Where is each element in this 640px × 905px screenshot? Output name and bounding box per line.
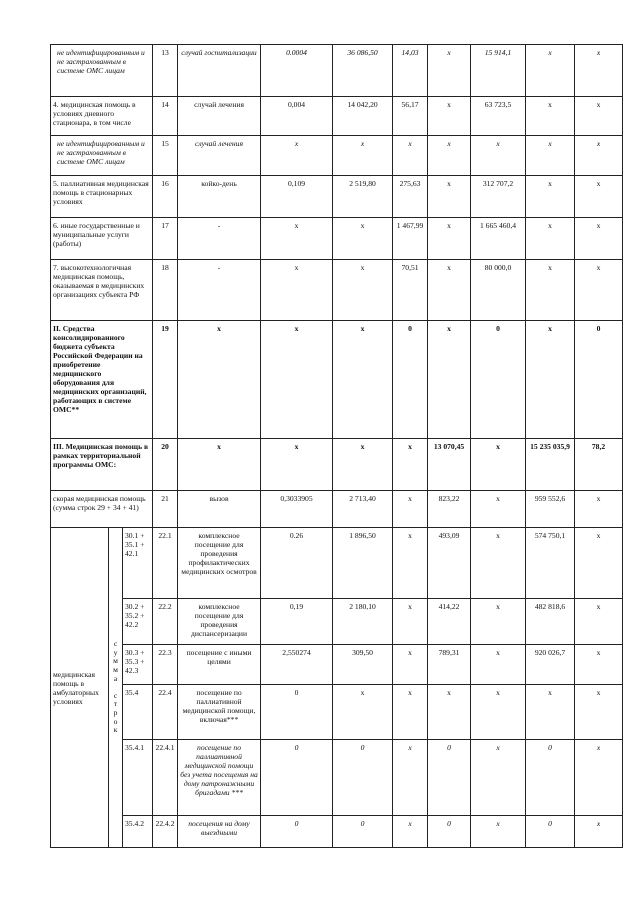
vertical-letter: у: [113, 647, 118, 657]
value-cell: x: [261, 439, 333, 491]
row-unit: вызов: [178, 491, 261, 528]
row-unit: посещение по паллиативной медицинской помощи без учета посещения на дому патронажными бригадами ***: [178, 740, 261, 816]
row-number: 20: [153, 439, 178, 491]
vertical-letter: к: [113, 725, 118, 735]
value-cell: 0: [428, 740, 471, 816]
row-unit: комплексное посещение для проведения профилактических медицинских осмотров: [178, 528, 261, 599]
row-unit: случай лечения: [178, 97, 261, 136]
ambulatory-label: медицинская помощь в амбулаторных условиях: [51, 528, 109, 848]
value-cell: 0.0004: [261, 45, 333, 97]
table-row: [51, 97, 623, 136]
value-cell: 0,004: [261, 97, 333, 136]
value-cell: 1 896,50: [333, 528, 393, 599]
value-cell: 2,550274: [261, 645, 333, 685]
value-cell: x: [526, 321, 575, 439]
value-cell: x: [428, 321, 471, 439]
value-cell: x: [471, 645, 526, 685]
row-name: 4. медицинская помощь в условиях дневного стационара, в том числе: [51, 97, 153, 136]
value-cell: 2 713,40: [333, 491, 393, 528]
value-cell: 0: [526, 740, 575, 816]
value-cell: x: [526, 176, 575, 218]
value-cell: 13 070,45: [428, 439, 471, 491]
value-cell: 78,2: [575, 439, 623, 491]
row-number: 13: [153, 45, 178, 97]
value-cell: 1 665 460,4: [471, 218, 526, 260]
row-unit: x: [178, 321, 261, 439]
row-number: 22.4.2: [153, 816, 178, 848]
value-cell: x: [428, 218, 471, 260]
value-cell: 70,51: [393, 260, 428, 321]
value-cell: x: [393, 645, 428, 685]
value-cell: x: [471, 685, 526, 740]
value-cell: 63 723,5: [471, 97, 526, 136]
value-cell: 823,22: [428, 491, 471, 528]
value-cell: x: [393, 136, 428, 176]
value-cell: 56,17: [393, 97, 428, 136]
value-cell: x: [333, 685, 393, 740]
value-cell: x: [471, 491, 526, 528]
value-cell: 959 552,6: [526, 491, 575, 528]
value-cell: x: [575, 97, 623, 136]
vertical-letter: с: [113, 639, 118, 649]
vertical-letter: м: [113, 665, 118, 675]
value-cell: x: [393, 528, 428, 599]
value-cell: x: [333, 439, 393, 491]
row-name: скорая медицинская помощь (сумма строк 29 + 34 + 41): [51, 491, 153, 528]
value-cell: x: [471, 740, 526, 816]
value-cell: 789,31: [428, 645, 471, 685]
value-cell: x: [428, 176, 471, 218]
table-row: [51, 260, 623, 321]
row-reference: 30.2 + 35.2 + 42.2: [123, 599, 153, 645]
value-cell: x: [428, 97, 471, 136]
value-cell: x: [526, 260, 575, 321]
table-row: [51, 599, 623, 645]
table-row: [51, 491, 623, 528]
row-unit: посещение с иными целями: [178, 645, 261, 685]
row-number: 21: [153, 491, 178, 528]
value-cell: 0: [261, 816, 333, 848]
table-row: [51, 528, 623, 599]
value-cell: 0: [261, 740, 333, 816]
value-cell: x: [428, 136, 471, 176]
row-name: II. Средства консолидированного бюджета субъекта Российской Федерации на приобретение медицинского оборудования для медицинских организаций, работающих в системе ОМС**: [51, 321, 153, 439]
value-cell: x: [575, 491, 623, 528]
finance-table: [50, 44, 623, 848]
value-cell: x: [333, 260, 393, 321]
table-row: [51, 439, 623, 491]
table-row: [51, 645, 623, 685]
row-reference: 30.1 + 35.1 + 42.1: [123, 528, 153, 599]
value-cell: 482 818,6: [526, 599, 575, 645]
row-reference: 35.4: [123, 685, 153, 740]
document-page: [50, 44, 623, 848]
value-cell: 309,50: [333, 645, 393, 685]
value-cell: x: [393, 439, 428, 491]
value-cell: 15 914,1: [471, 45, 526, 97]
value-cell: x: [333, 218, 393, 260]
vertical-letter: м: [113, 656, 118, 666]
row-reference: 30.3 + 35.3 + 42.3: [123, 645, 153, 685]
row-unit: посещения на дому выездными: [178, 816, 261, 848]
row-unit: случай госпитализации: [178, 45, 261, 97]
value-cell: 0: [428, 816, 471, 848]
value-cell: x: [333, 136, 393, 176]
row-number: 18: [153, 260, 178, 321]
row-number: 22.4.1: [153, 740, 178, 816]
value-cell: 36 086,50: [333, 45, 393, 97]
vertical-letter: а: [113, 673, 118, 683]
value-cell: x: [428, 45, 471, 97]
value-cell: 0: [575, 321, 623, 439]
row-name: 6. иные государственные и муниципальные услуги (работы): [51, 218, 153, 260]
value-cell: x: [471, 528, 526, 599]
value-cell: x: [393, 599, 428, 645]
value-cell: x: [575, 218, 623, 260]
value-cell: 0: [526, 816, 575, 848]
value-cell: 80 000,0: [471, 260, 526, 321]
row-name: не идентифицированным и не застрахованным в системе ОМС лицам: [51, 45, 153, 97]
row-unit: -: [178, 260, 261, 321]
value-cell: 1 467,99: [393, 218, 428, 260]
value-cell: 14,03: [393, 45, 428, 97]
value-cell: x: [393, 685, 428, 740]
value-cell: x: [575, 816, 623, 848]
value-cell: x: [526, 218, 575, 260]
value-cell: x: [575, 740, 623, 816]
value-cell: x: [428, 260, 471, 321]
value-cell: x: [261, 260, 333, 321]
vertical-sum-label: [109, 528, 123, 848]
value-cell: 0: [333, 816, 393, 848]
value-cell: x: [471, 439, 526, 491]
value-cell: 0: [471, 321, 526, 439]
value-cell: x: [526, 136, 575, 176]
value-cell: x: [575, 528, 623, 599]
value-cell: x: [575, 260, 623, 321]
row-unit: x: [178, 439, 261, 491]
table-row: [51, 176, 623, 218]
row-number: 22.1: [153, 528, 178, 599]
value-cell: x: [575, 599, 623, 645]
row-number: 14: [153, 97, 178, 136]
vertical-letter: о: [113, 716, 118, 726]
value-cell: 2 180,10: [333, 599, 393, 645]
table-row: [51, 816, 623, 848]
row-name: III. Медицинская помощь в рамках территориальной программы ОМС:: [51, 439, 153, 491]
value-cell: x: [526, 45, 575, 97]
value-cell: x: [261, 136, 333, 176]
vertical-letter: с: [113, 690, 118, 700]
row-number: 19: [153, 321, 178, 439]
value-cell: x: [575, 136, 623, 176]
table-row: [51, 685, 623, 740]
value-cell: 574 750,1: [526, 528, 575, 599]
row-number: 22.2: [153, 599, 178, 645]
row-reference: 35.4.2: [123, 816, 153, 848]
vertical-letter: т: [113, 699, 118, 709]
row-reference: 35.4.1: [123, 740, 153, 816]
row-number: 22.4: [153, 685, 178, 740]
value-cell: x: [261, 218, 333, 260]
row-unit: случай лечения: [178, 136, 261, 176]
value-cell: x: [471, 816, 526, 848]
value-cell: x: [575, 45, 623, 97]
value-cell: 2 519,80: [333, 176, 393, 218]
value-cell: x: [261, 321, 333, 439]
value-cell: x: [575, 645, 623, 685]
table-row: [51, 321, 623, 439]
value-cell: 0: [261, 685, 333, 740]
value-cell: 15 235 035,9: [526, 439, 575, 491]
value-cell: x: [393, 816, 428, 848]
value-cell: 312 707,2: [471, 176, 526, 218]
value-cell: x: [333, 321, 393, 439]
value-cell: x: [526, 97, 575, 136]
value-cell: 0,109: [261, 176, 333, 218]
value-cell: x: [575, 685, 623, 740]
table-row: [51, 136, 623, 176]
row-unit: посещение по паллиативной медицинской помощи, включая***: [178, 685, 261, 740]
value-cell: 414,22: [428, 599, 471, 645]
value-cell: 0,3033905: [261, 491, 333, 528]
value-cell: 14 042,20: [333, 97, 393, 136]
value-cell: 275,63: [393, 176, 428, 218]
row-number: 17: [153, 218, 178, 260]
row-name: не идентифицированным и не застрахованным в системе ОМС лицам: [51, 136, 153, 176]
row-number: 22.3: [153, 645, 178, 685]
value-cell: x: [471, 136, 526, 176]
value-cell: x: [393, 491, 428, 528]
row-name: 7. высокотехнологичная медицинская помощь, оказываемая в медицинских организациях субъекта РФ: [51, 260, 153, 321]
value-cell: x: [526, 685, 575, 740]
row-number: 16: [153, 176, 178, 218]
value-cell: 0.26: [261, 528, 333, 599]
value-cell: 493,09: [428, 528, 471, 599]
value-cell: 0: [333, 740, 393, 816]
value-cell: x: [393, 740, 428, 816]
row-unit: -: [178, 218, 261, 260]
value-cell: x: [428, 685, 471, 740]
row-name: 5. паллиативная медицинская помощь в стационарных условиях: [51, 176, 153, 218]
value-cell: x: [575, 176, 623, 218]
value-cell: 920 026,7: [526, 645, 575, 685]
row-number: 15: [153, 136, 178, 176]
row-unit: койко-день: [178, 176, 261, 218]
table-row: [51, 45, 623, 97]
row-unit: комплексное посещение для проведения диспансеризации: [178, 599, 261, 645]
vertical-letter: р: [113, 707, 118, 717]
value-cell: x: [471, 599, 526, 645]
table-row: [51, 740, 623, 816]
table-row: [51, 218, 623, 260]
value-cell: 0: [393, 321, 428, 439]
value-cell: 0,19: [261, 599, 333, 645]
